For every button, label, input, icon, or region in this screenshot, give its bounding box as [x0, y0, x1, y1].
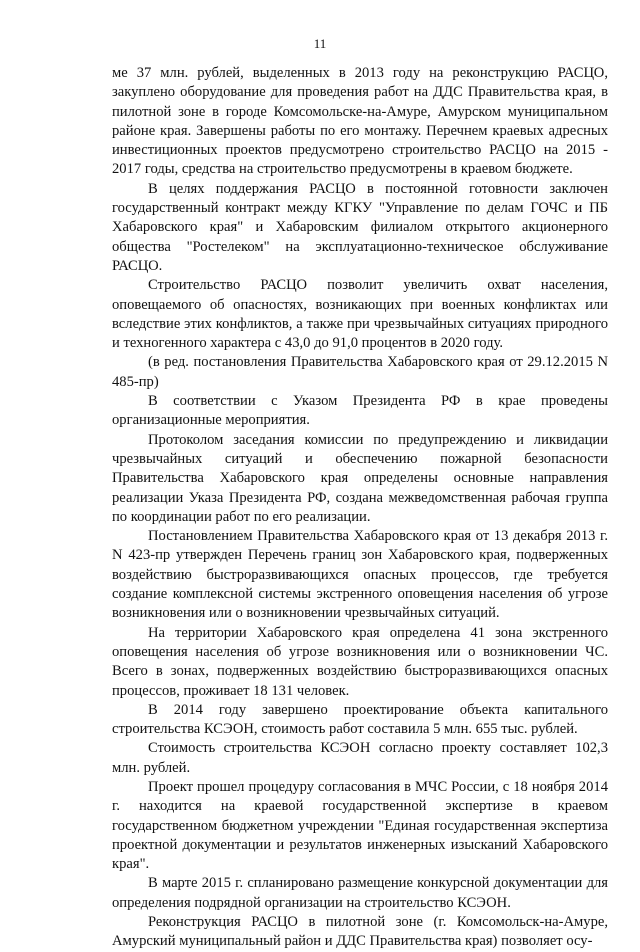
paragraph: В соответствии с Указом Президента РФ в крае проведены организационные мероприятия. [112, 393, 608, 429]
paragraph: Реконструкция РАСЦО в пилотной зоне (г. Комсомольск-на-Амуре, Амурский муниципальный район и ДДС Правительства края) позволяет осу- [112, 914, 608, 950]
paragraph: В 2014 году завершено проектирование объекта капитального строительства КСЭОН, стоимость работ составила 5 млн. 655 тыс. рублей. [112, 701, 608, 738]
paragraph: В целях поддержания РАСЦО в постоянной готовности заключен государственный контракт между КГКУ "Управление по делам ГОЧС и ПБ Хабаровского края" и Хабаровским филиалом открытого акционерного общества "Ростелеком" на эксплуатационно-техническое обслуживание РАСЦО. [112, 180, 608, 274]
paragraph: Проект прошел процедуру согласования в МЧС России, с 18 ноября 2014 г. находится на краевой государственной экспертизе в краевом государственном бюджетном учреждении "Единая государственная экспертиза проектной документации и результатов инженерных изысканий Хабаровского края". [112, 778, 608, 873]
paragraph: Протоколом заседания комиссии по предупреждению и ликвидации чрезвычайных ситуаций и обеспечению пожарной безопасности Правительства Хабаровского края определены основные направления реализации Указа Президента РФ, создана межведомственная рабочая группа по координации работ по его реализации. [112, 431, 608, 525]
page-number: 11 [313, 36, 327, 51]
paragraph: Стоимость строительства КСЭОН согласно проекту составляет 102,3 млн. рублей. [112, 740, 608, 776]
paragraph: ме 37 млн. рублей, выделенных в 2013 году на реконструкцию РАСЦО, закуплено оборудование для проведения работ на ДДС Правительства края, в пилотной зоне в городе Комсомольске-на-Амуре, Амурском муниципальном районе края. Завершены работы по его монтажу. Перечнем краевых адресных инвестиционных проектов предусмотрено строительство РАСЦО на 2015 - 2017 годы, средства на строительство предусмотрены в краевом бюджете. [112, 65, 608, 178]
paragraph: В марте 2015 г. спланировано размещение конкурсной документации для определения подрядной организации на строительство КСЭОН. [112, 875, 608, 911]
paragraph: Строительство РАСЦО позволит увеличить охват населения, оповещаемого об опасностях, возникающих при военных конфликтах или вследствие этих конфликтов, а также при чрезвычайных ситуациях природного и техногенного характера с 43,0 до 91,0 процентов в 2020 году. [112, 277, 608, 352]
document-body [112, 64, 608, 952]
paragraph: (в ред. постановления Правительства Хабаровского края от 29.12.2015 N 485-пр) [112, 354, 608, 390]
paragraph: На территории Хабаровского края определена 41 зона экстренного оповещения населения об угрозе возникновения или о возникновении ЧС. Всего в зонах, подверженных воздействию быстроразвивающихся опасных процессов, проживает 18 131 человек. [112, 624, 608, 699]
paragraph: Постановлением Правительства Хабаровского края от 13 декабря 2013 г. N 423-пр утвержден Перечень границ зон Хабаровского края, подверженных воздействию быстроразвивающихся опасных процессов, где требуется создание комплексной системы экстренного оповещения населения об угрозе возникновения или о возникновении чрезвычайных ситуаций. [112, 528, 608, 622]
